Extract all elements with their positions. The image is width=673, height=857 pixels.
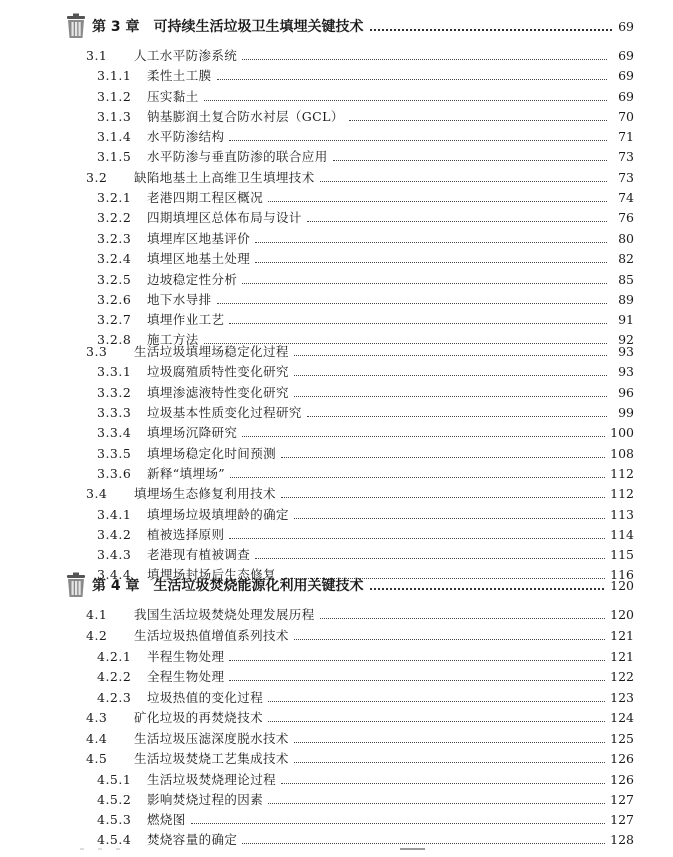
page-number: 112 — [610, 485, 634, 501]
dot-leader — [217, 79, 607, 80]
section-entry — [86, 748, 634, 768]
section-number: 4.5.1 — [97, 771, 132, 787]
dot-leader — [242, 59, 607, 60]
section-title: 老港四期工程区概况 — [147, 190, 264, 205]
page-number: 71 — [618, 128, 634, 144]
page-number: 69 — [618, 47, 634, 63]
section-number: 3.3.1 — [97, 363, 132, 379]
section-number: 3.3.2 — [97, 384, 132, 400]
page-number: 126 — [610, 771, 634, 787]
dot-leader — [320, 618, 606, 619]
page-number: 69 — [618, 67, 634, 83]
section-title: 老港现有植被调查 — [147, 547, 251, 562]
section-title: 填埋场沉降研究 — [147, 425, 238, 440]
subsection-entry — [97, 809, 634, 829]
page-number: 113 — [610, 506, 634, 522]
section-number: 3.2.1 — [97, 189, 132, 205]
page-number: 121 — [610, 627, 634, 643]
page-number: 82 — [618, 250, 634, 266]
dot-leader — [268, 201, 607, 202]
page-number: 93 — [618, 343, 634, 359]
section-title: 施工方法 — [147, 332, 199, 347]
trash-bin-icon — [64, 13, 88, 39]
subsection-entry — [97, 443, 634, 463]
section-title: 生活垃圾填埋场稳定化过程 — [134, 344, 289, 359]
section-number: 4.5 — [86, 750, 108, 766]
dot-leader — [320, 181, 607, 182]
section-title: 植被选择原则 — [147, 527, 225, 542]
subsection-entry — [97, 789, 634, 809]
subsection-entry — [97, 146, 634, 166]
section-title: 生活垃圾热值增值系列技术 — [134, 628, 289, 643]
dot-leader — [349, 120, 607, 121]
subsection-entry — [97, 463, 634, 483]
page-number: 96 — [618, 384, 634, 400]
section-number: 3.2.2 — [97, 209, 132, 225]
section-number: 3.2.5 — [97, 271, 132, 287]
section-number: 3.1.2 — [97, 88, 132, 104]
dot-leader — [370, 588, 605, 590]
dot-leader — [294, 639, 605, 640]
dot-leader — [229, 140, 607, 141]
chapter-heading — [64, 13, 634, 39]
section-title: 钠基膨润土复合防水衬层（GCL） — [147, 109, 344, 124]
page-number: 99 — [618, 404, 634, 420]
page-number: 74 — [618, 189, 634, 205]
subsection-entry — [97, 382, 634, 402]
page-number: 92 — [618, 331, 634, 347]
page-number: 89 — [618, 291, 634, 307]
section-title: 垃圾腐殖质特性变化研究 — [147, 364, 289, 379]
page-number: 127 — [610, 791, 634, 807]
section-number: 3.1 — [86, 47, 108, 63]
subsection-entry — [97, 687, 634, 707]
subsection-entry — [97, 361, 634, 381]
section-title: 填埋场垃圾填埋龄的确定 — [147, 507, 289, 522]
section-title: 填埋场稳定化时间预测 — [147, 446, 277, 461]
dot-leader — [268, 803, 605, 804]
subsection-entry — [97, 248, 634, 268]
page-number: 120 — [610, 606, 634, 622]
section-entry — [86, 728, 634, 748]
section-number: 3.3 — [86, 343, 108, 359]
section-title: 地下水导排 — [147, 292, 212, 307]
dot-leader — [307, 416, 607, 417]
dot-leader — [294, 742, 605, 743]
dot-leader — [242, 283, 607, 284]
subsection-entry — [97, 524, 634, 544]
page-number: 112 — [610, 465, 634, 481]
subsection-entry — [97, 187, 634, 207]
section-number: 4.2.2 — [97, 668, 132, 684]
section-title: 矿化垃圾的再焚烧技术 — [134, 710, 264, 725]
section-title: 水平防渗与垂直防渗的联合应用 — [147, 149, 328, 164]
section-title: 生活垃圾压滤深度脱水技术 — [134, 731, 289, 746]
section-title: 我国生活垃圾焚烧处理发展历程 — [134, 607, 315, 622]
dot-leader — [281, 497, 605, 498]
subsection-entry — [97, 422, 634, 442]
dot-leader — [333, 160, 607, 161]
section-title: 生活垃圾焚烧工艺集成技术 — [134, 751, 289, 766]
section-number: 3.1.4 — [97, 128, 132, 144]
section-number: 3.4.4 — [97, 566, 132, 582]
section-title: 人工水平防渗系统 — [134, 48, 238, 63]
dot-leader — [294, 396, 607, 397]
section-number: 3.3.5 — [97, 445, 132, 461]
dot-leader — [217, 303, 607, 304]
section-number: 3.1.5 — [97, 148, 132, 164]
dot-leader — [370, 29, 613, 31]
page-number: 128 — [610, 831, 634, 847]
section-number: 4.5.2 — [97, 791, 132, 807]
page-number: 93 — [618, 363, 634, 379]
page-number: 69 — [618, 88, 634, 104]
section-title: 四期填埋区总体布局与设计 — [147, 210, 302, 225]
section-title: 缺陷地基土上高维卫生填埋技术 — [134, 170, 315, 185]
page-number: 125 — [610, 730, 634, 746]
page-number: 73 — [618, 148, 634, 164]
page-number: 85 — [618, 271, 634, 287]
dot-leader — [255, 242, 607, 243]
dot-leader — [294, 355, 607, 356]
subsection-entry — [97, 402, 634, 422]
section-title: 焚烧容量的确定 — [147, 832, 238, 847]
dot-leader — [229, 323, 607, 324]
section-number: 3.2.7 — [97, 311, 132, 327]
section-title: 填埋库区地基评价 — [147, 231, 251, 246]
section-number: 4.3 — [86, 709, 108, 725]
section-number: 3.4 — [86, 485, 108, 501]
section-title: 垃圾热值的变化过程 — [147, 690, 264, 705]
page-number: 122 — [610, 668, 634, 684]
section-title: 全程生物处理 — [147, 669, 225, 684]
page-number: 120 — [610, 577, 634, 593]
subsection-entry — [97, 769, 634, 789]
section-title: 填埋渗滤液特性变化研究 — [147, 385, 289, 400]
section-title: 影响焚烧过程的因素 — [147, 792, 264, 807]
section-title: 边坡稳定性分析 — [147, 272, 238, 287]
section-number: 3.2.4 — [97, 250, 132, 266]
section-number: 3.4.3 — [97, 546, 132, 562]
subsection-entry — [97, 126, 634, 146]
section-number: 3.2 — [86, 169, 108, 185]
page-number: 124 — [610, 709, 634, 725]
page-number: 123 — [610, 689, 634, 705]
chapter-number: 第 3 章 — [92, 19, 140, 35]
section-number: 4.5.3 — [97, 811, 132, 827]
scan-artifact — [80, 846, 520, 852]
page-number: 115 — [610, 546, 634, 562]
section-number: 3.2.8 — [97, 331, 132, 347]
dot-leader — [229, 680, 605, 681]
dot-leader — [268, 721, 605, 722]
section-number: 3.3.6 — [97, 465, 132, 481]
page-number: 114 — [610, 526, 634, 542]
dot-leader — [191, 823, 605, 824]
page-number: 91 — [618, 311, 634, 327]
page-number: 73 — [618, 169, 634, 185]
page-number: 127 — [610, 811, 634, 827]
section-number: 3.1.3 — [97, 108, 132, 124]
subsection-entry — [97, 666, 634, 686]
section-number: 4.5.4 — [97, 831, 132, 847]
section-entry — [86, 167, 634, 187]
section-title: 填埋区地基土处理 — [147, 251, 251, 266]
section-entry — [86, 707, 634, 727]
subsection-entry — [97, 269, 634, 289]
section-title: 柔性土工膜 — [147, 68, 212, 83]
subsection-entry — [97, 646, 634, 666]
section-number: 4.1 — [86, 606, 108, 622]
page-number: 69 — [618, 18, 634, 34]
section-number: 3.1.1 — [97, 67, 132, 83]
section-title: 燃烧图 — [147, 812, 186, 827]
section-number: 3.4.2 — [97, 526, 132, 542]
section-number: 4.4 — [86, 730, 108, 746]
page-number: 76 — [618, 209, 634, 225]
section-number: 3.3.4 — [97, 424, 132, 440]
page-number: 100 — [610, 424, 634, 440]
dot-leader — [242, 843, 605, 844]
dot-leader — [229, 660, 605, 661]
subsection-entry — [97, 207, 634, 227]
subsection-entry — [97, 504, 634, 524]
page-number: 108 — [610, 445, 634, 461]
subsection-entry — [97, 289, 634, 309]
section-title: 压实黏土 — [147, 89, 199, 104]
dot-leader — [281, 783, 605, 784]
section-number: 3.2.3 — [97, 230, 132, 246]
chapter-title: 生活垃圾焚烧能源化利用关键技术 — [153, 578, 364, 594]
page-number: 116 — [610, 566, 634, 582]
section-entry — [86, 483, 634, 503]
subsection-entry — [97, 86, 634, 106]
section-number: 4.2 — [86, 627, 108, 643]
page-number: 80 — [618, 230, 634, 246]
dot-leader — [255, 262, 607, 263]
section-number: 3.3.3 — [97, 404, 132, 420]
section-title: 垃圾基本性质变化过程研究 — [147, 405, 302, 420]
section-entry — [86, 625, 634, 645]
dot-leader — [204, 100, 607, 101]
section-entry — [86, 604, 634, 624]
section-entry — [86, 341, 634, 361]
page-number: 70 — [618, 108, 634, 124]
subsection-entry — [97, 228, 634, 248]
chapter-heading — [64, 572, 634, 598]
dot-leader — [268, 701, 605, 702]
section-number: 4.2.3 — [97, 689, 132, 705]
subsection-entry — [97, 309, 634, 329]
subsection-entry — [97, 544, 634, 564]
section-title: 新释“填埋场” — [147, 466, 226, 481]
section-title: 填埋场封场后生态修复 — [147, 567, 277, 582]
section-number: 3.2.6 — [97, 291, 132, 307]
section-number: 3.4.1 — [97, 506, 132, 522]
section-title: 水平防渗结构 — [147, 129, 225, 144]
dot-leader — [229, 538, 605, 539]
section-title: 填埋作业工艺 — [147, 312, 225, 327]
subsection-entry — [97, 106, 634, 126]
dot-leader — [281, 457, 605, 458]
section-title: 半程生物处理 — [147, 649, 225, 664]
section-title: 生活垃圾焚烧理论过程 — [147, 772, 277, 787]
section-title: 填埋场生态修复利用技术 — [134, 486, 276, 501]
dot-leader — [294, 375, 607, 376]
subsection-entry — [97, 65, 634, 85]
dot-leader — [294, 518, 605, 519]
section-number: 4.2.1 — [97, 648, 132, 664]
page-number: 121 — [610, 648, 634, 664]
section-entry — [86, 45, 634, 65]
dot-leader — [230, 477, 605, 478]
trash-bin-icon — [64, 572, 88, 598]
dot-leader — [307, 221, 607, 222]
dot-leader — [255, 558, 605, 559]
dot-leader — [242, 436, 605, 437]
chapter-title: 可持续生活垃圾卫生填埋关键技术 — [153, 19, 364, 35]
chapter-number: 第 4 章 — [92, 578, 140, 594]
page-number: 126 — [610, 750, 634, 766]
dot-leader — [294, 762, 605, 763]
